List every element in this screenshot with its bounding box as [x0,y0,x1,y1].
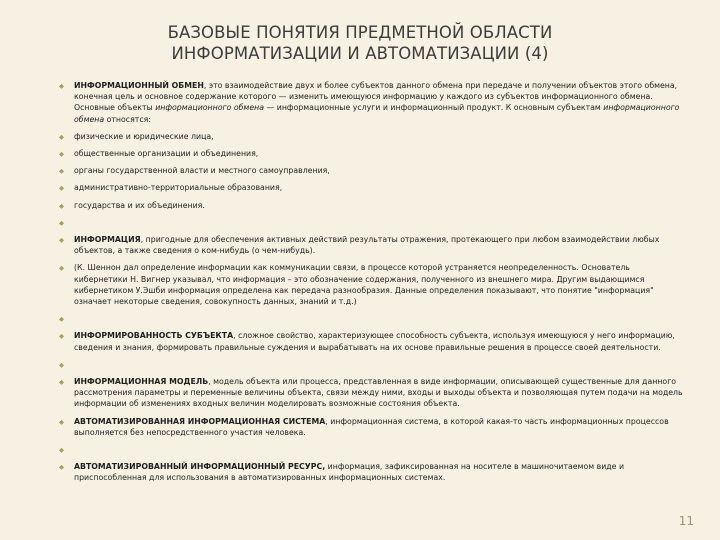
definition-text-part2: — информационные услуги и информационный продукт. К основным субъектам [264,103,604,113]
bullet-automated-system [57,416,685,438]
bullet-shannon-note [57,262,685,307]
slide-title [150,22,570,64]
list-item-text: физические и юридические лица, [74,131,214,141]
bullet-icon: ◆ [59,201,64,210]
page-number: 11 [678,514,694,528]
bullet-information-model [57,376,685,410]
title-line-2: ИНФОРМАТИЗАЦИИ И АВТОМАТИЗАЦИИ (4) [171,44,549,63]
bullet-icon: ◆ [59,315,64,324]
bullet-icon: ◆ [59,332,64,341]
list-item-text: административно-территориальные образования, [74,183,283,193]
term-information-model: ИНФОРМАЦИОННАЯ МОДЕЛЬ [74,377,209,387]
bullet-icon: ◆ [59,218,64,227]
definition-text-part3: относятся: [104,114,151,124]
bullet-individuals [57,131,685,142]
definition-text-part1: , это взаимодействие двух и более субъектов данного обмена при передаче и получении объектов этого обмена, конечная цель и основное содержание которого — изменить имеющуюся информацию у каждого из субъектов информационного обмена. Основные объекты [74,81,678,113]
bullet-icon: ◆ [59,82,64,90]
term-automated-resource: АВТОМАТИЗИРОВАННЫЙ ИНФОРМАЦИОННЫЙ РЕСУРС, [74,462,326,472]
term-automated-system: АВТОМАТИЗИРОВАННАЯ ИНФОРМАЦИОННАЯ СИСТЕМА [74,416,326,426]
bullet-territorial [57,182,685,193]
bullet-list [57,80,685,490]
list-item-text: органы государственной власти и местного самоуправления, [74,166,330,176]
bullet-icon: ◆ [59,463,64,472]
definition-text: , пригодные для обеспечения активных действий результаты отражения, протекающего при любом взаимодействии любых объектов, а также сведения о ком-нибудь (о чем-нибудь). [74,235,660,256]
list-item-text: общественные организации и объединения, [74,149,259,159]
bullet-authorities [57,165,685,176]
bullet-automated-resource [57,461,685,483]
definition-text: , сложное свойство, характеризующее способность субъекта, используя имеющуюся у него информацию, сведения и знания, формировать правильные суждения и вырабатывать на их основе правильные решения в процессе своей деятельности. [74,331,675,352]
definition-text: , модель объекта или процесса, представленная в виде информации, описывающей существенные для данного рассмотрения параметры и переменные величины объекта, связи между ними, входы и выходы объекта и позволяющая путем подачи на модель информации об изменениях входных величин моделировать возможные состояния объекта. [74,377,683,409]
bullet-empty [57,444,685,455]
bullet-information-exchange [57,80,685,125]
definition-italic-2: информационного обмена [74,103,680,124]
bullet-icon: ◆ [59,132,64,141]
bullet-empty [57,359,685,370]
term-information: ИНФОРМАЦИЯ [74,235,141,245]
title-line-1: БАЗОВЫЕ ПОНЯТИЯ ПРЕДМЕТНОЙ ОБЛАСТИ [167,23,553,42]
bullet-icon: ◆ [59,184,64,193]
bullet-states [57,200,685,211]
bullet-awareness [57,330,685,352]
list-item-text: государства и их объединения. [74,200,205,210]
bullet-empty [57,313,685,324]
bullet-organizations [57,148,685,159]
definition-text: информация, зафиксированная на носителе в машиночитаемом виде и приспособленная для использования в автоматизированных информационных системах. [74,462,625,483]
bullet-empty [57,217,685,228]
bullet-icon: ◆ [59,417,64,426]
bullet-information [57,234,685,256]
bullet-icon: ◆ [59,446,64,455]
term-awareness: ИНФОРМИРОВАННОСТЬ СУБЪЕКТА [74,331,234,341]
note-text: (К. Шеннон дал определение информации как коммуникации связи, в процессе которой устраняется неопределенность. Основатель кибернетики Н. Вигнер указывал, что информация – это обозначение содержания, полученного из внешнего мира. Другим выдающимся кибернетиком У.Эшби информация определена как передача разнообразия. Данные определения показывают, что понятие "информация" означает некоторые сведения, совокупность данных, знаний и т.д.) [74,263,654,307]
bullet-icon: ◆ [59,150,64,159]
bullet-icon: ◆ [59,236,64,245]
bullet-icon: ◆ [59,167,64,176]
bullet-icon: ◆ [59,360,64,369]
definition-italic-1: информационного обмена [155,103,264,113]
bullet-icon: ◆ [59,264,64,273]
bullet-icon: ◆ [59,378,64,387]
definition-text: , информационная система, в которой какая-то часть информационных процессов выполняется без непосредственного участия человека. [74,416,669,437]
term-information-exchange: ИНФОРМАЦИОННЫЙ ОБМЕН [74,81,204,90]
